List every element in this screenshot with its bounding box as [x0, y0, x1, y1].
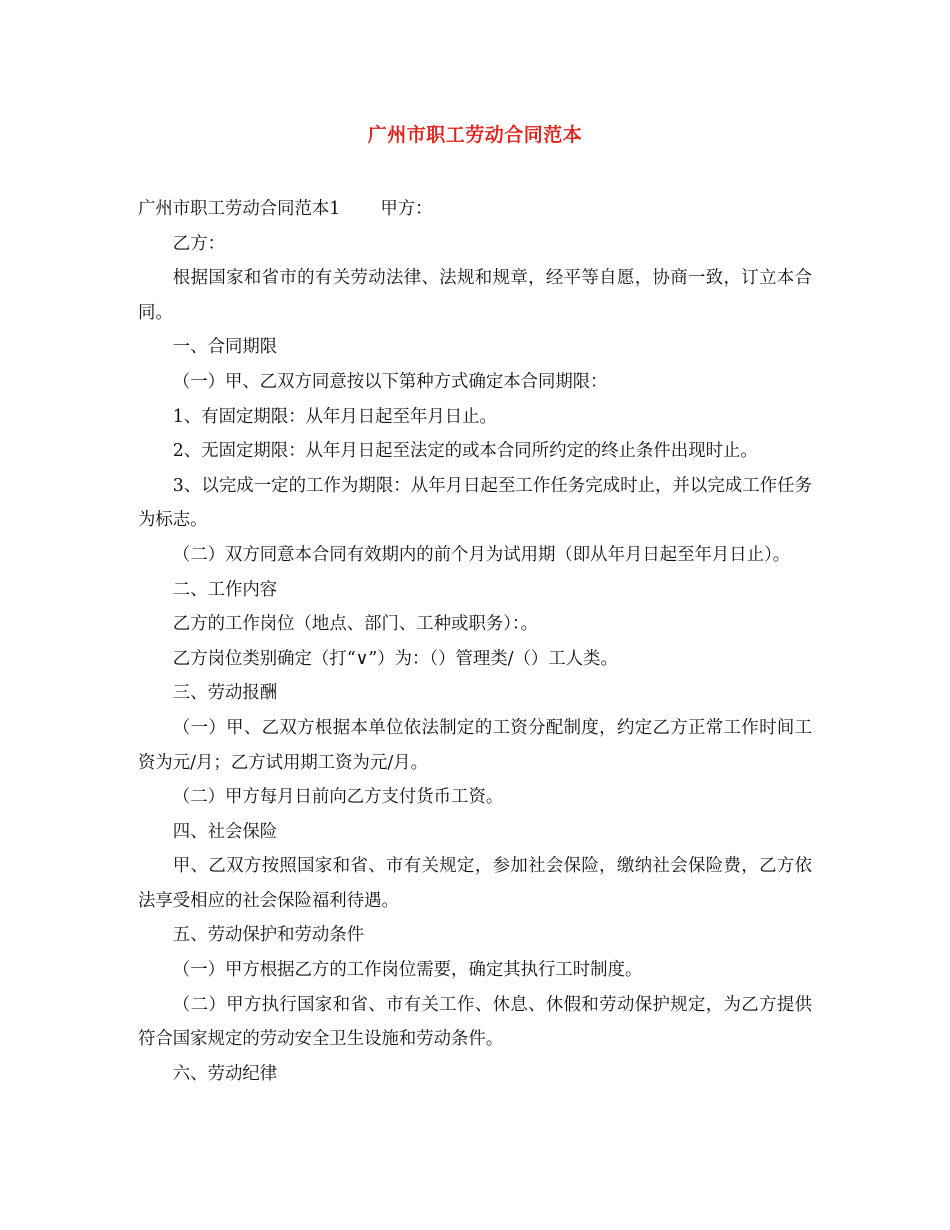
- paragraph: （二）甲方每月日前向乙方支付货币工资。: [172, 787, 504, 808]
- paragraph: （一）甲、乙双方根据本单位依法制定的工资分配制度，约定乙方正常工作时间工资为元/月；乙方试用期工资为元/月。: [138, 717, 812, 773]
- paragraph: 乙方岗位类别确定（打“∨”）为：（）管理类/（）工人类。: [172, 648, 618, 669]
- paragraph: 乙方的工作岗位（地点、部门、工种或职务）：。: [172, 614, 538, 635]
- document-body: [138, 192, 812, 1091]
- paragraph: 根据国家和省市的有关劳动法律、法规和规章，经平等自愿，协商一致，订立本合同。: [138, 268, 812, 323]
- intro-label: 广州市职工劳动合同范本1: [138, 199, 341, 219]
- paragraph: （一）甲、乙双方同意按以下第种方式确定本合同期限：: [172, 371, 608, 392]
- paragraph: 1、有固定期限：从年月日起至年月日止。: [172, 406, 497, 427]
- section-heading: 一、合同期限: [172, 337, 278, 358]
- paragraph: 2、无固定期限：从年月日起至法定的或本合同所约定的终止条件出现时止。: [172, 441, 758, 462]
- section-heading: 二、工作内容: [172, 579, 278, 600]
- party-a-label: 甲方：: [380, 199, 433, 219]
- section-heading: 三、劳动报酬: [172, 683, 278, 704]
- section-heading: 五、劳动保护和劳动条件: [172, 925, 365, 946]
- paragraph: 乙方：: [172, 233, 225, 254]
- paragraph: 3、以完成一定的工作为期限：从年月日起至工作任务完成时止，并以完成工作任务为标志。: [138, 475, 812, 531]
- section-heading: 六、劳动纪律: [172, 1063, 278, 1084]
- paragraph: 甲、乙双方按照国家和省、市有关规定，参加社会保险，缴纳社会保险费，乙方依法享受相应的社会保险福利待遇。: [138, 856, 812, 911]
- section-heading: 四、社会保险: [172, 821, 278, 842]
- intro-line: [138, 192, 812, 227]
- paragraph: （一）甲方根据乙方的工作岗位需要，确定其执行工时制度。: [172, 960, 643, 981]
- paragraph: （二）双方同意本合同有效期内的前个月为试用期（即从年月日起至年月日止）。: [172, 544, 791, 565]
- document-title: 广州市职工劳动合同范本: [367, 124, 583, 146]
- paragraph: （二）甲方执行国家和省、市有关工作、休息、休假和劳动保护规定，为乙方提供符合国家规定的劳动安全卫生设施和劳动条件。: [138, 994, 812, 1050]
